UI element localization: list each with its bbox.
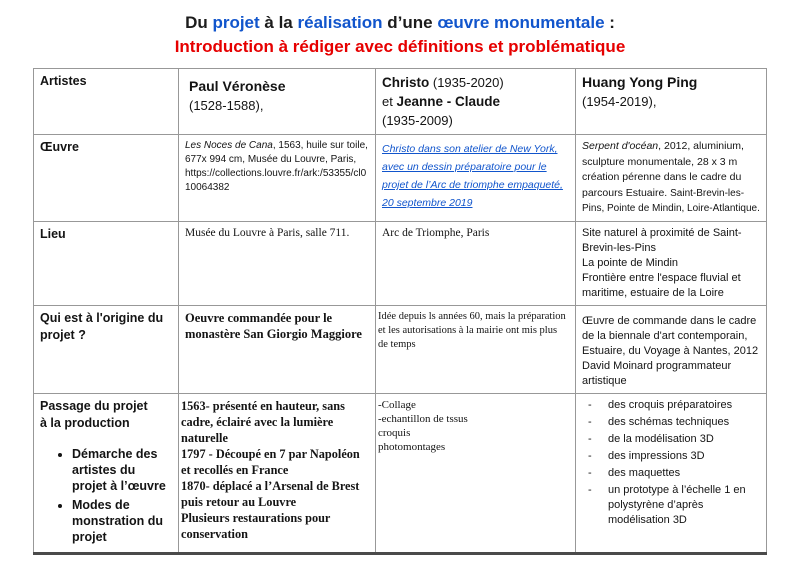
passage-label-bullets (40, 446, 172, 545)
row-header-text: Passage du projet à la production (40, 398, 148, 430)
artist-name: Christo (1935-2020) (382, 75, 504, 90)
lieu-line: Site naturel à proximité de Saint-Brevin-les-Pins (582, 226, 742, 254)
list-item: - des impressions 3D (588, 449, 705, 462)
artwork-details: , 1563, huile sur toile, 677x 994 cm, Musée du Louvre, Paris, https://collections.louvre.fr/ark:/53355/cl010064382 (185, 140, 368, 193)
artwork-link[interactable]: Christo dans son atelier de New York, avec un dessin préparatoire pour le projet de l’Arc de triomphe empaqueté, 20 septembre 2019 (382, 143, 563, 209)
artwork-title: Serpent d'océan (582, 140, 659, 152)
cell-origine-huang: Œuvre de commande dans le cadre de la biennale d'art contemporain, Estuaire, du Voyage à Nantes, 2012 David Moinard programmateur artistique (576, 305, 767, 393)
list-item: - des maquettes (588, 466, 681, 479)
dash-bullet: - (588, 449, 592, 462)
history-line: Plusieurs restaurations pour conservation (181, 510, 331, 541)
history-line: 1563- présenté en hauteur, sans cadre, éclairé avec la lumière naturelle (181, 398, 345, 445)
artist-dates: (1528-1588), (189, 98, 264, 113)
title-segment: à la (259, 13, 298, 32)
dash-bullet: - (588, 432, 592, 445)
title-segment: projet (212, 13, 260, 32)
cell-passage-huang (576, 393, 767, 553)
cell-artist-veronese (179, 69, 376, 135)
cell-lieu-veronese: Musée du Louvre à Paris, salle 711. (179, 221, 376, 305)
material-line: photomontages (378, 440, 446, 453)
row-header-passage (34, 393, 179, 553)
artist-name: Paul Véronèse (189, 78, 286, 94)
history-line: 1870- déplacé a l’Arsenal de Brest puis retour au Louvre (181, 478, 360, 509)
dash-bullet: - (588, 466, 592, 479)
page-title (0, 0, 800, 59)
list-item: - un prototype à l’échelle 1 en polystyrène d’après modélisation 3D (588, 483, 746, 526)
artist-dates: (1935-2009) (382, 113, 453, 128)
history-line: 1797 - Découpé en 7 par Napoléon et recollés en France (181, 446, 360, 477)
cell-oeuvre-christo (376, 135, 576, 222)
cell-passage-veronese (179, 393, 376, 553)
material-line: -Collage (378, 398, 416, 411)
row-artistes (34, 69, 767, 135)
artwork-location: Saint-Brevin-les-Pins, Pointe de Mindin, Loire-Atlantique. (582, 187, 760, 214)
cell-oeuvre-huang (576, 135, 767, 222)
artist-name: Huang Yong Ping (582, 74, 698, 90)
lieu-line: Frontière entre l'espace fluvial et maritime, estuaire de la Loire (582, 271, 741, 299)
row-origine (34, 305, 767, 393)
list-item: - de la modélisation 3D (588, 432, 714, 445)
artist-dates: (1954-2019), (582, 94, 657, 109)
cell-passage-christo (376, 393, 576, 553)
row-passage (34, 393, 767, 553)
cell-artist-huang (576, 69, 767, 135)
comparison-table (33, 68, 767, 555)
lieu-line: La pointe de Mindin (582, 256, 679, 269)
cell-lieu-huang (576, 221, 767, 305)
row-oeuvre (34, 135, 767, 222)
title-segment: réalisation (297, 13, 383, 32)
list-item: - des schémas techniques (588, 415, 730, 428)
title-segment: œuvre monumentale (437, 13, 605, 32)
title-segment: : (604, 13, 615, 32)
list-item: • Modes de monstration du projet (72, 497, 172, 545)
row-header-oeuvre: Œuvre (34, 135, 179, 222)
cell-lieu-christo: Arc de Triomphe, Paris (376, 221, 576, 305)
title-line-1 (0, 11, 800, 35)
title-line-2: Introduction à rédiger avec définitions et problématique (174, 37, 626, 56)
artist-name: et Jeanne - Claude (382, 94, 500, 109)
cell-artist-christo (376, 69, 576, 135)
artwork-title: Les Noces de Cana (185, 140, 273, 151)
dash-bullet: - (588, 483, 592, 496)
title-segment: Du (185, 13, 213, 32)
row-lieu (34, 221, 767, 305)
artwork-details: , 2012, aluminium, sculpture monumentale, 28 x 3 m création pérenne dans le cadre du parcours Estuaire. (582, 140, 744, 199)
row-header-origine: Qui est à l'origine du projet ? (34, 305, 179, 393)
cell-origine-christo: Idée depuis ls années 60, mais la préparation et les autorisations à la mairie ont mis plus de temps (376, 305, 576, 393)
cell-origine-veronese: Oeuvre commandée pour le monastère San Giorgio Maggiore (179, 305, 376, 393)
row-header-artistes: Artistes (34, 69, 179, 135)
dash-bullet: - (588, 398, 592, 411)
material-line: -echantillon de tssus (378, 412, 468, 425)
passage-huang-list (582, 398, 760, 528)
title-segment: d’une (382, 13, 438, 32)
material-line: croquis (378, 426, 411, 439)
cell-oeuvre-veronese (179, 135, 376, 222)
list-item: - des croquis préparatoires (588, 398, 733, 411)
list-item: • Démarche des artistes du projet à l’œuvre (72, 446, 172, 494)
dash-bullet: - (588, 415, 592, 428)
row-header-lieu: Lieu (34, 221, 179, 305)
